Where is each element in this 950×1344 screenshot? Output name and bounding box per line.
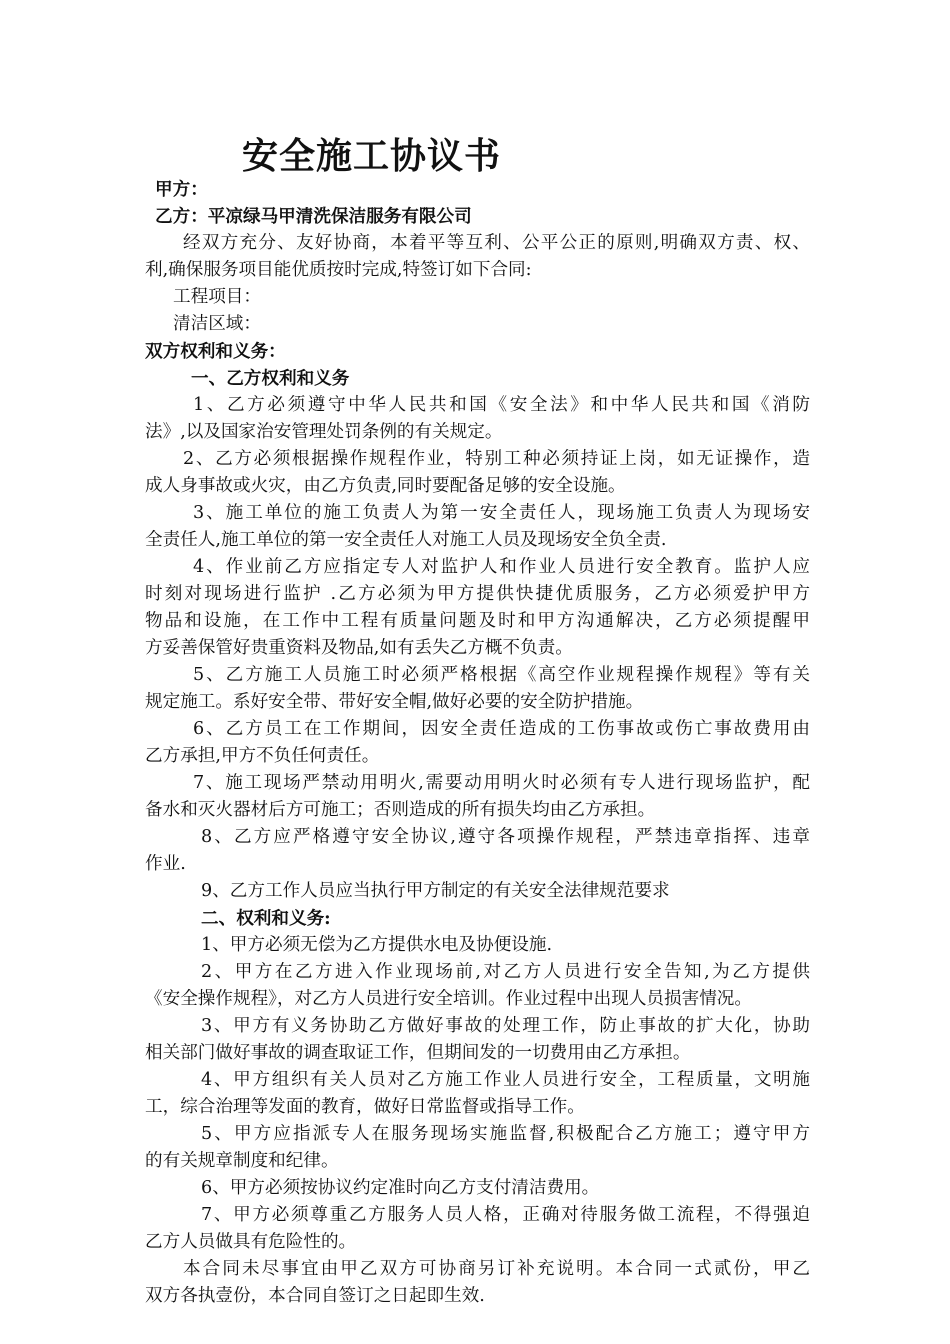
clause-line: 物品和设施，在工作中工程有质量问题及时和甲方沟通解决，乙方必须提醒甲 bbox=[145, 611, 810, 631]
document-title: 安全施工协议书 bbox=[242, 135, 502, 177]
area-label: 清洁区域： bbox=[173, 314, 261, 334]
clause-line: 全责任人,施工单位的第一安全责任人对施工人员及现场安全负全责. bbox=[145, 530, 667, 550]
clause-line: 8、乙方应严格遵守安全协议,遵守各项操作规程，严禁违章指挥、违章 bbox=[201, 827, 810, 847]
clause-line: 方妥善保管好贵重资料及物品,如有丢失乙方概不负责。 bbox=[145, 638, 573, 658]
clause-line: 2、甲方在乙方进入作业现场前,对乙方人员进行安全告知,为乙方提供 bbox=[201, 962, 810, 982]
section-heading: 一、乙方权利和义务 bbox=[191, 368, 350, 389]
clause-line: 3、甲方有义务协助乙方做好事故的处理工作，防止事故的扩大化，协助 bbox=[201, 1016, 810, 1036]
rights-heading: 双方权利和义务： bbox=[145, 341, 286, 362]
closing-line: 本合同未尽事宜由甲乙双方可协商另订补充说明。本合同一式贰份，甲乙 bbox=[183, 1259, 810, 1279]
clause-line: 2、乙方必须根据操作规程作业，特别工种必须持证上岗，如无证操作，造 bbox=[183, 449, 810, 469]
clause-line: 4、甲方组织有关人员对乙方施工作业人员进行安全，工程质量，文明施 bbox=[201, 1070, 810, 1090]
clause-line: 乙方人员做具有危险性的。 bbox=[145, 1232, 357, 1252]
party-a-label: 甲方： bbox=[155, 179, 208, 200]
clause-line: 7、施工现场严禁动用明火,需要动用明火时必须有专人进行现场监护，配 bbox=[193, 773, 810, 793]
clause-line: 1、甲方必须无偿为乙方提供水电及协便设施. bbox=[201, 935, 553, 955]
section-heading: 二、权利和义务: bbox=[201, 908, 331, 929]
clause-line: 《安全操作规程》，对乙方人员进行安全培训。作业过程中出现人员损害情况。 bbox=[145, 989, 752, 1009]
clause-line: 相关部门做好事故的调查取证工作，但期间发的一切费用由乙方承担。 bbox=[145, 1043, 691, 1063]
document-body bbox=[145, 176, 810, 1310]
clause-line: 5、乙方施工人员施工时必须严格根据《高空作业规程操作规程》等有关 bbox=[193, 665, 810, 685]
clause-line: 1、乙方必须遵守中华人民共和国《安全法》和中华人民共和国《消防 bbox=[193, 395, 810, 415]
clause-line: 乙方承担,甲方不负任何责任。 bbox=[145, 746, 380, 766]
intro-line: 经双方充分、友好协商，本着平等互利、公平公正的原则,明确双方责、权、 bbox=[183, 233, 810, 253]
clause-line: 9、乙方工作人员应当执行甲方制定的有关安全法律规范要求 bbox=[201, 881, 670, 901]
clause-line: 工，综合治理等发面的教育，做好日常监督或指导工作。 bbox=[145, 1097, 585, 1117]
clause-line: 的有关规章制度和纪律。 bbox=[145, 1151, 339, 1171]
clause-line: 4、作业前乙方应指定专人对监护人和作业人员进行安全教育。监护人应 bbox=[193, 557, 810, 577]
clause-line: 7、甲方必须尊重乙方服务人员人格，正确对待服务做工流程，不得强迫 bbox=[201, 1205, 810, 1225]
project-label: 工程项目： bbox=[173, 287, 261, 307]
intro-line: 利,确保服务项目能优质按时完成,特签订如下合同: bbox=[145, 260, 532, 280]
clause-line: 规定施工。系好安全带、带好安全帽,做好必要的安全防护措施。 bbox=[145, 692, 644, 712]
clause-line: 3、施工单位的施工负责人为第一安全责任人，现场施工负责人为现场安 bbox=[193, 503, 810, 523]
clause-line: 备水和灭火器材后方可施工；否则造成的所有损失均由乙方承担。 bbox=[145, 800, 656, 820]
clause-line: 时刻对现场进行监护 .乙方必须为甲方提供快捷优质服务，乙方必须爱护甲方 bbox=[145, 584, 810, 604]
clause-line: 6、乙方员工在工作期间，因安全责任造成的工伤事故或伤亡事故费用由 bbox=[193, 719, 810, 739]
party-b-line: 乙方：平凉绿马甲清洗保洁服务有限公司 bbox=[155, 206, 472, 227]
clause-line: 6、甲方必须按协议约定准时向乙方支付清洁费用。 bbox=[201, 1178, 600, 1198]
clause-line: 作业. bbox=[145, 854, 186, 874]
clause-line: 法》,以及国家治安管理处罚条例的有关规定。 bbox=[145, 422, 503, 442]
clause-line: 成人身事故或火灾，由乙方负责,同时要配备足够的安全设施。 bbox=[145, 476, 626, 496]
clause-line: 5、甲方应指派专人在服务现场实施监督,积极配合乙方施工；遵守甲方 bbox=[201, 1124, 810, 1144]
closing-line: 双方各执壹份，本合同自签订之日起即生效. bbox=[145, 1286, 485, 1306]
